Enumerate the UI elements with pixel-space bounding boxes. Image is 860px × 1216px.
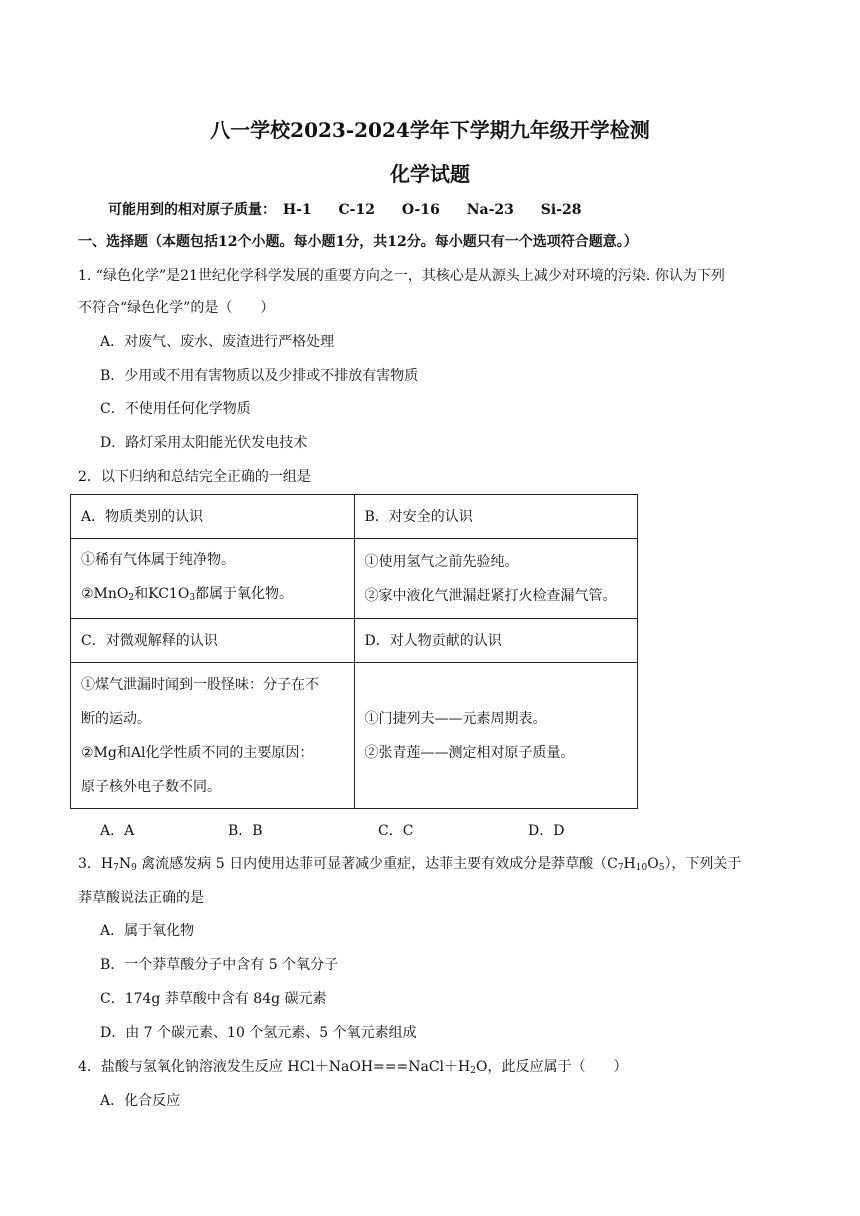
section-heading: 一、选择题（本题包括12个小题。每小题1分，共12分。每小题只有一个选项符合题意。） (78, 234, 638, 250)
atomic-mass-item: C-12 (338, 202, 375, 218)
exam-subtitle: 化学试题 (390, 162, 470, 186)
table-cell-b-head: B．对安全的认识 (354, 495, 638, 539)
table-row (71, 663, 638, 809)
a-item-2-text: ②MnO (81, 585, 129, 602)
subscript: 2 (470, 1066, 476, 1076)
table-cell-c-body (71, 663, 355, 809)
c-item-1b: 断的运动。 (81, 710, 151, 727)
atomic-mass-line (108, 200, 604, 220)
q3-text: N (118, 856, 132, 872)
exam-title: 八一学校2023-2024学年下学期九年级开学检测 (210, 118, 650, 142)
subscript: 9 (131, 863, 137, 873)
q3-text: 3．H (78, 856, 114, 872)
subscript: 3 (189, 592, 196, 603)
atomic-mass-label: 可能用到的相对原子质量： (108, 202, 276, 218)
q1-stem-line2: 不符合“绿色化学”的是（ ） (78, 300, 275, 316)
q2-option-b: B．B (228, 823, 263, 839)
q3-text: 禽流感发病 5 日内使用达菲可显著减少重症，达菲主要有效成分是莽草酸（C (136, 856, 618, 872)
c-item-1a: ①煤气泄漏时闻到一股怪味：分子在不 (81, 676, 319, 693)
subscript: 10 (635, 863, 648, 873)
q3-option-d: D．由 7 个碳元素、10 个氢元素、5 个氧元素组成 (100, 1025, 417, 1041)
q4-text: O，此反应属于（ ） (475, 1059, 628, 1075)
b-item-1: ①使用氢气之前先验纯。 (364, 553, 519, 570)
q3-option-a: A．属于氧化物 (100, 923, 195, 939)
q3-option-b: B．一个莽草酸分子中含有 5 个氧分子 (100, 957, 339, 973)
q2-option-a: A．A (100, 823, 135, 839)
subscript: 2 (128, 592, 135, 603)
q2-option-c: C．C (378, 823, 414, 839)
subscript: 5 (658, 863, 665, 873)
q3-option-c: C．174g 莽草酸中含有 84g 碳元素 (100, 991, 327, 1007)
q1-option-b: B．少用或不用有害物质以及少排或不排放有害物质 (100, 368, 419, 384)
table-row (71, 495, 638, 539)
q3-text: H (623, 856, 636, 872)
a-item-2 (81, 577, 344, 615)
d-item-2: ②张青莲——测定相对原子质量。 (364, 744, 575, 761)
atomic-mass-item: Na-23 (466, 202, 514, 218)
subscript: 7 (617, 863, 624, 873)
table-row (71, 619, 638, 663)
d-item-1: ①门捷列夫——元素周期表。 (364, 710, 547, 727)
q4-stem (78, 1057, 627, 1081)
q2-option-d: D．D (528, 823, 565, 839)
table-cell-b-body (354, 539, 638, 619)
table-cell-a-head: A．物质类别的认识 (71, 495, 355, 539)
c-item-2b: 原子核外电子数不同。 (81, 778, 221, 795)
table-cell-c-head: C．对微观解释的认识 (71, 619, 355, 663)
c-item-2a: ②Mg和Al化学性质不同的主要原因： (81, 744, 314, 761)
q2-table (70, 494, 638, 809)
atomic-mass-item: O-16 (401, 202, 440, 218)
q2-stem: 2．以下归纳和总结完全正确的一组是 (78, 469, 311, 485)
table-row (71, 539, 638, 619)
q3-text: ），下列关于 (664, 856, 742, 872)
atomic-mass-item: Si-28 (540, 202, 582, 218)
q3-text: O (647, 856, 659, 872)
table-cell-d-head: D．对人物贡献的认识 (354, 619, 638, 663)
q1-stem-line1: 1. “绿色化学”是21世纪化学科学发展的重要方向之一，其核心是从源头上减少对环境的污染. 你认为下列 (78, 268, 725, 284)
table-cell-a-body (71, 539, 355, 619)
q1-option-d: D．路灯采用太阳能光伏发电技术 (100, 435, 308, 451)
q3-stem-line1 (78, 854, 741, 878)
b-item-2: ②家中液化气泄漏赶紧打火检查漏气管。 (364, 587, 617, 604)
atomic-mass-item: H-1 (282, 202, 312, 218)
q1-option-a: A．对废气、废水、废渣进行严格处理 (100, 334, 335, 350)
q4-option-a: A．化合反应 (100, 1093, 181, 1109)
q3-stem-line2: 莽草酸说法正确的是 (78, 890, 204, 906)
table-cell-d-body (354, 663, 638, 809)
q1-option-c: C．不使用任何化学物质 (100, 401, 251, 417)
a-item-1: ①稀有气体属于纯净物。 (81, 551, 235, 568)
q4-text: 4．盐酸与氢氧化钠溶液发生反应 HCl＋NaOH===NaCl＋H (78, 1059, 471, 1075)
a-item-2-text: 都属于氧化物。 (195, 585, 294, 602)
a-item-2-text: 和KC1O (134, 585, 190, 602)
subscript: 7 (113, 863, 119, 873)
